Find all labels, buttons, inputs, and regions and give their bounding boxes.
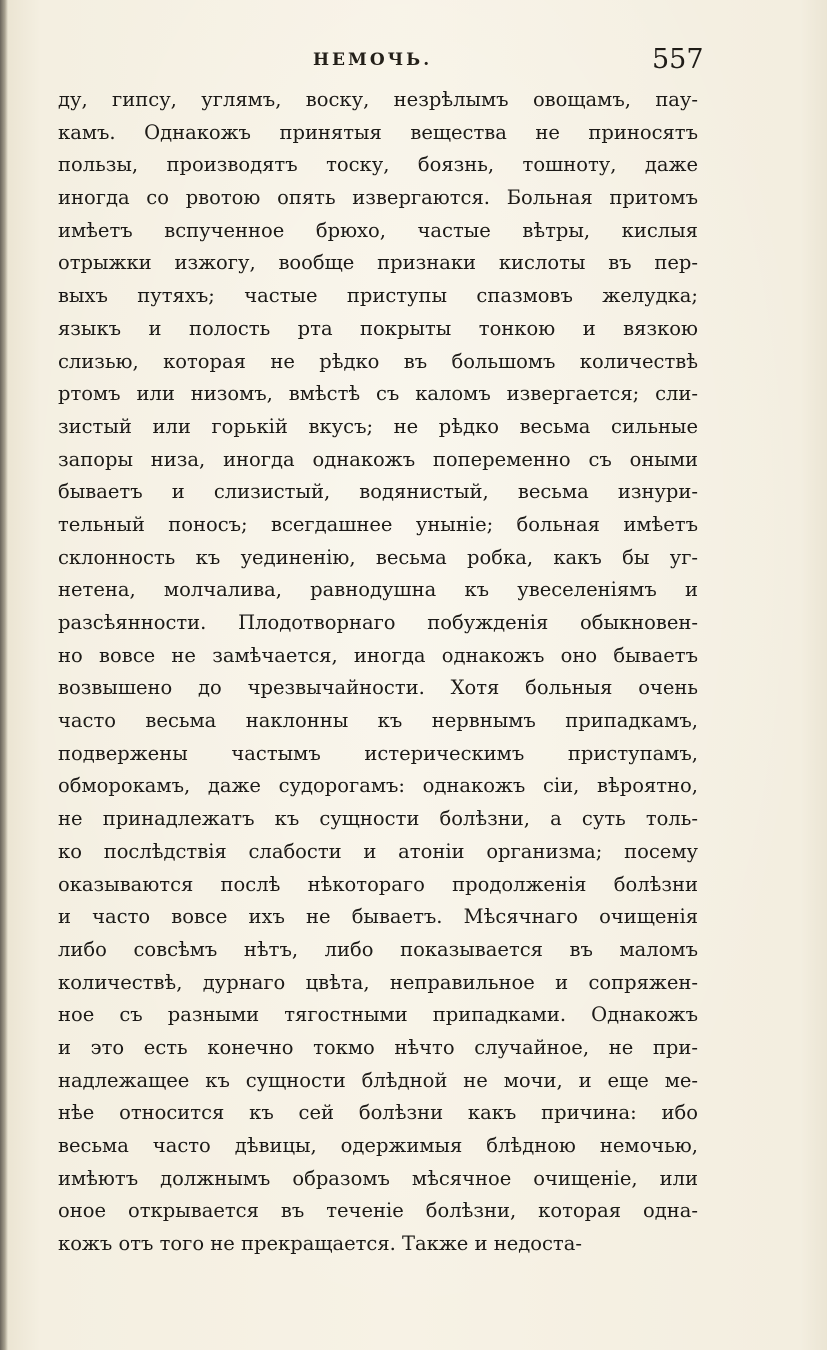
book-spine-shadow: [0, 0, 8, 1350]
text-line: имѣетъ вспученное брюхо, частые вѣтры, кислыя: [58, 218, 698, 242]
text-line: иногда со рвотою опять извергаются. Больная притомъ: [58, 186, 698, 210]
text-line: оказываются послѣ нѣкотораго продолженія болѣзни: [58, 872, 698, 896]
text-line: языкъ и полость рта покрыты тонкою и вязкою: [58, 316, 698, 340]
body-text: [58, 84, 698, 1261]
text-line: ное съ разными тягостными припадками. Однакожъ: [58, 1003, 698, 1027]
text-line: склонность къ уединенію, весьма робка, какъ бы уг-: [58, 545, 698, 569]
text-line: надлежащее къ сущности блѣдной не мочи, и еще ме-: [58, 1068, 698, 1092]
page-number: 557: [652, 44, 704, 75]
text-line: и это есть конечно токмо нѣчто случайное, не при-: [58, 1035, 698, 1059]
text-line: отрыжки изжогу, вообще признаки кислоты въ пер-: [58, 251, 698, 275]
text-line: не принадлежатъ къ сущности болѣзни, а суть толь-: [58, 807, 698, 831]
running-head: НЕМОЧЬ.: [313, 50, 433, 70]
text-line: выхъ путяхъ; частые приступы спазмовъ желудка;: [58, 284, 698, 308]
text-line: но вовсе не замѣчается, иногда однакожъ оно бываетъ: [58, 643, 698, 667]
text-line: подвержены частымъ истерическимъ приступамъ,: [58, 741, 698, 765]
text-line: количествѣ, дурнаго цвѣта, неправильное и сопряжен-: [58, 970, 698, 994]
text-line: зистый или горькій вкусъ; не рѣдко весьма сильные: [58, 414, 698, 438]
text-line: обморокамъ, даже судорогамъ: однакожъ сіи, вѣроятно,: [58, 774, 698, 798]
text-line: камъ. Однакожъ принятыя вещества не приносятъ: [58, 120, 698, 144]
text-line: возвышено до чрезвычайности. Хотя больныя очень: [58, 676, 698, 700]
text-line: ду, гипсу, углямъ, воску, незрѣлымъ овощамъ, пау-: [58, 88, 698, 111]
text-line: часто весьма наклонны къ нервнымъ припадкамъ,: [58, 709, 698, 733]
text-line: и часто вовсе ихъ не бываетъ. Мѣсячнаго очищенія: [58, 905, 698, 929]
page-header: [0, 46, 827, 82]
text-line: нетена, молчалива, равнодушна къ увеселеніямъ и: [58, 578, 698, 602]
text-line: запоры низа, иногда однакожъ попеременно съ оными: [58, 447, 698, 471]
text-line: весьма часто дѣвицы, одержимыя блѣдною немочью,: [58, 1134, 698, 1157]
text-line: разсѣянности. Плодотворнаго побужденія обыкновен-: [58, 611, 698, 634]
text-line: либо совсѣмъ нѣтъ, либо показывается въ маломъ: [58, 937, 698, 961]
text-line: бываетъ и слизистый, водянистый, весьма изнури-: [58, 480, 698, 504]
text-line: ко послѣдствія слабости и атоніи организма; посему: [58, 839, 698, 863]
text-line: тельный поносъ; всегдашнее уныніе; больная имѣетъ: [58, 512, 698, 536]
text-line: имѣютъ должнымъ образомъ мѣсячное очищеніе, или: [58, 1166, 698, 1190]
text-line: слизью, которая не рѣдко въ большомъ количествѣ: [58, 349, 698, 373]
text-line: пользы, производятъ тоску, боязнь, тошноту, даже: [58, 153, 698, 177]
text-line: нѣе относится къ сей болѣзни какъ причина: ибо: [58, 1101, 698, 1125]
text-line: ртомъ или низомъ, вмѣстѣ съ каломъ извергается; сли-: [58, 382, 698, 406]
text-line: кожъ отъ того не прекращается. Также и недоста-: [58, 1232, 582, 1256]
text-line: оное открывается въ теченіе болѣзни, которая одна-: [58, 1199, 698, 1223]
